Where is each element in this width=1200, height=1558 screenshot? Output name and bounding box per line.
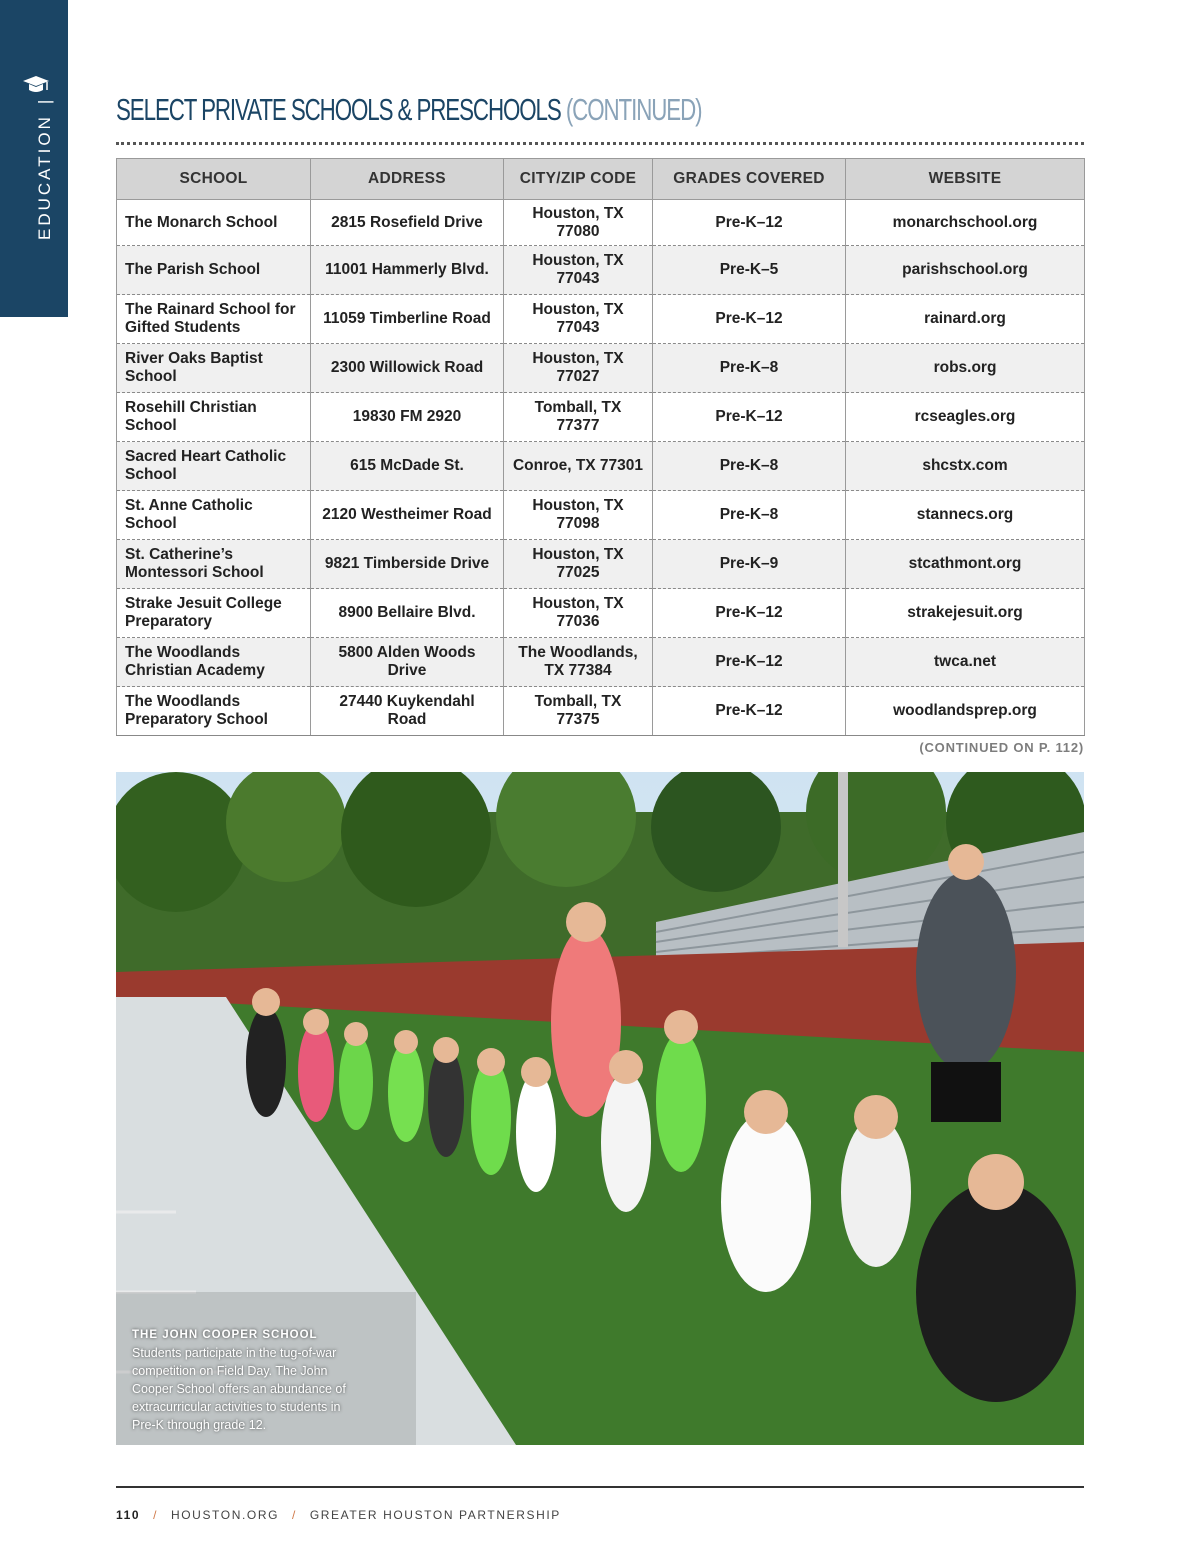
school-name-cell: St. Catherine’s Montessori School (117, 540, 311, 589)
grades-cell: Pre-K–12 (653, 295, 846, 344)
title-suffix: (CONTINUED) (565, 92, 702, 127)
city-zip-cell: Houston, TX 77043 (504, 246, 653, 295)
section-tab (0, 0, 68, 317)
footer-separator: / (153, 1508, 159, 1522)
city-zip-cell: Houston, TX 77098 (504, 491, 653, 540)
table-row (117, 200, 1085, 246)
table-header-row (117, 159, 1085, 200)
table-row (117, 393, 1085, 442)
city-zip-cell: Houston, TX 77027 (504, 344, 653, 393)
column-header-address: ADDRESS (311, 159, 504, 200)
schools-table (116, 158, 1085, 736)
school-name-cell: The Woodlands Preparatory School (117, 687, 311, 736)
address-cell: 27440 Kuykendahl Road (311, 687, 504, 736)
website-cell: twca.net (846, 638, 1085, 687)
page-number: 110 (116, 1508, 141, 1522)
footer-divider (116, 1486, 1084, 1488)
address-cell: 2120 Westheimer Road (311, 491, 504, 540)
title-main: SELECT PRIVATE SCHOOLS & PRESCHOOLS (116, 92, 561, 127)
city-zip-cell: Conroe, TX 77301 (504, 442, 653, 491)
school-name-cell: The Rainard School for Gifted Students (117, 295, 311, 344)
photo-caption (132, 1326, 364, 1434)
grades-cell: Pre-K–12 (653, 638, 846, 687)
city-zip-cell: Tomball, TX 77377 (504, 393, 653, 442)
website-cell: rainard.org (846, 295, 1085, 344)
column-header-school: SCHOOL (117, 159, 311, 200)
city-zip-cell: Houston, TX 77043 (504, 295, 653, 344)
table-row (117, 589, 1085, 638)
footer-separator: / (291, 1508, 297, 1522)
address-cell: 11059 Timberline Road (311, 295, 504, 344)
website-cell: shcstx.com (846, 442, 1085, 491)
table-row (117, 344, 1085, 393)
school-name-cell: Rosehill Christian School (117, 393, 311, 442)
graduation-cap-icon (21, 74, 51, 96)
continued-note: (CONTINUED ON P. 112) (919, 740, 1084, 755)
website-cell: stcathmont.org (846, 540, 1085, 589)
address-cell: 615 McDade St. (311, 442, 504, 491)
field-day-photo (116, 772, 1084, 1445)
page-footer (116, 1508, 561, 1522)
grades-cell: Pre-K–8 (653, 491, 846, 540)
address-cell: 11001 Hammerly Blvd. (311, 246, 504, 295)
city-zip-cell: Houston, TX 77025 (504, 540, 653, 589)
column-header-website: WEBSITE (846, 159, 1085, 200)
grades-cell: Pre-K–12 (653, 393, 846, 442)
city-zip-cell: Tomball, TX 77375 (504, 687, 653, 736)
section-label: EDUCATION| (35, 96, 54, 240)
grades-cell: Pre-K–8 (653, 344, 846, 393)
city-zip-cell: Houston, TX 77036 (504, 589, 653, 638)
table-body (117, 200, 1085, 736)
address-cell: 9821 Timberside Drive (311, 540, 504, 589)
footer-site: HOUSTON.ORG (170, 1508, 280, 1522)
grades-cell: Pre-K–12 (653, 200, 846, 246)
column-header-city-zip: CITY/ZIP CODE (504, 159, 653, 200)
address-cell: 2300 Willowick Road (311, 344, 504, 393)
school-name-cell: The Parish School (117, 246, 311, 295)
table-row (117, 687, 1085, 736)
city-zip-cell: The Woodlands, TX 77384 (504, 638, 653, 687)
caption-title: THE JOHN COOPER SCHOOL (132, 1329, 318, 1341)
website-cell: woodlandsprep.org (846, 687, 1085, 736)
caption-text: Students participate in the tug-of-war competition on Field Day. The John Cooper School offers an abundance of extracurricular activities to students in Pre-K through grade 12. (132, 1346, 346, 1432)
website-cell: monarchschool.org (846, 200, 1085, 246)
table-row (117, 540, 1085, 589)
school-name-cell: St. Anne Catholic School (117, 491, 311, 540)
section-divider: | (35, 96, 54, 105)
website-cell: rcseagles.org (846, 393, 1085, 442)
table-row (117, 442, 1085, 491)
table-row (117, 246, 1085, 295)
website-cell: strakejesuit.org (846, 589, 1085, 638)
school-name-cell: Sacred Heart Catholic School (117, 442, 311, 491)
city-zip-cell: Houston, TX 77080 (504, 200, 653, 246)
grades-cell: Pre-K–8 (653, 442, 846, 491)
footer-publisher: GREATER HOUSTON PARTNERSHIP (309, 1508, 561, 1522)
column-header-grades: GRADES COVERED (653, 159, 846, 200)
page-title (116, 92, 701, 128)
address-cell: 8900 Bellaire Blvd. (311, 589, 504, 638)
address-cell: 5800 Alden Woods Drive (311, 638, 504, 687)
table-row (117, 638, 1085, 687)
school-name-cell: The Monarch School (117, 200, 311, 246)
grades-cell: Pre-K–12 (653, 687, 846, 736)
address-cell: 2815 Rosefield Drive (311, 200, 504, 246)
grades-cell: Pre-K–9 (653, 540, 846, 589)
school-name-cell: Strake Jesuit College Preparatory (117, 589, 311, 638)
website-cell: stannecs.org (846, 491, 1085, 540)
table-row (117, 295, 1085, 344)
table-row (117, 491, 1085, 540)
school-name-cell: River Oaks Baptist School (117, 344, 311, 393)
school-name-cell: The Woodlands Christian Academy (117, 638, 311, 687)
grades-cell: Pre-K–12 (653, 589, 846, 638)
grades-cell: Pre-K–5 (653, 246, 846, 295)
website-cell: robs.org (846, 344, 1085, 393)
address-cell: 19830 FM 2920 (311, 393, 504, 442)
website-cell: parishschool.org (846, 246, 1085, 295)
title-divider (116, 142, 1084, 145)
